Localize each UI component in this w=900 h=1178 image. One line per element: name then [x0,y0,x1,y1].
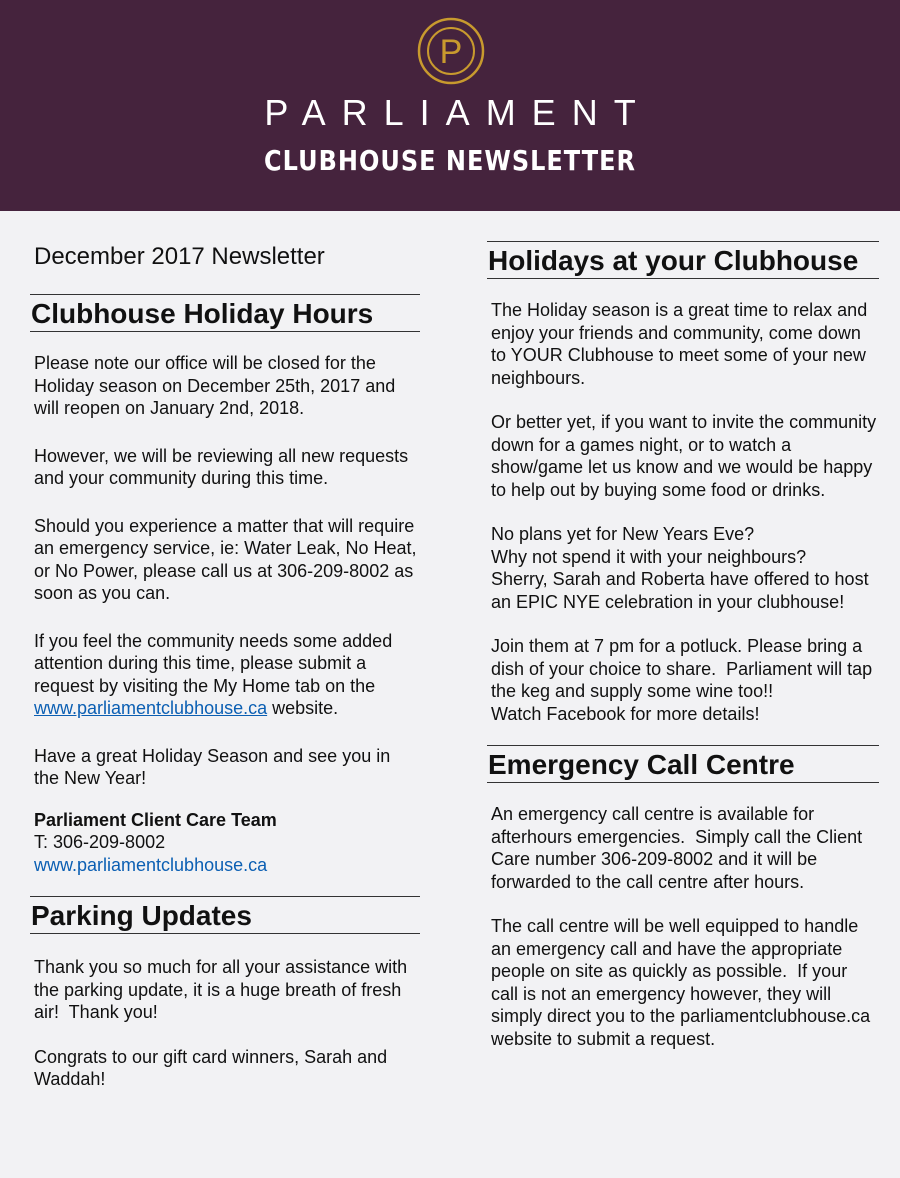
holiday-hours-paragraph-4 [34,630,418,720]
client-care-website-link[interactable]: www.parliamentclubhouse.ca [34,854,268,875]
holiday-hours-paragraph-2: However, we will be reviewing all new requests and your community during this time. [34,445,414,488]
emergency-paragraph-1: An emergency call centre is available for afterhours emergencies. Simply call the Client Care number 306-209-8002 and it will be forwarded to the call centre after hours. [491,804,868,892]
section-heading-holiday-hours: Clubhouse Holiday Hours [30,294,420,332]
header-banner [0,0,900,211]
left-column [31,211,422,1091]
brand-name: PARLIAMENT [264,92,652,133]
website-link[interactable]: www.parliamentclubhouse.ca [34,698,268,718]
section-heading-parking-updates: Parking Updates [30,896,420,934]
holiday-hours-paragraph-5: Have a great Holiday Season and see you in the New Year! [34,745,396,788]
holidays-paragraph-4: Join them at 7 pm for a potluck. Please bring a dish of your choice to share. Parliament will tap the keg and supply some wine too!! Watch Facebook for more details! [491,636,873,724]
emergency-paragraph-2: The call centre will be well equipped to handle an emergency call and have the appropriate people on site as quickly as possible. If your call is not an emergency however, they will simply direct you to the parliamentclubhouse.ca website to submit a request. [491,916,876,1049]
holidays-paragraph-1: The Holiday season is a great time to relax and enjoy your friends and community, come down to YOUR Clubhouse to meet some of your new neighbours. [491,300,873,388]
section-heading-emergency-call-centre: Emergency Call Centre [487,745,879,783]
holiday-hours-paragraph-1: Please note our office will be closed for the Holiday season on December 25th, 2017 and will reopen on January 2nd, 2018. [34,353,401,418]
client-care-phone: T: 306-209-8002 [34,832,166,852]
client-care-team-name: Parliament Client Care Team [34,809,277,830]
holidays-paragraph-3: No plans yet for New Years Eve? Why not spend it with your neighbours? Sherry, Sarah and Roberta have offered to host an EPIC NYE celebration in your clubhouse! [491,524,869,612]
parliament-logo-icon [417,17,485,85]
right-column [488,211,882,1050]
section-heading-holidays-at-clubhouse: Holidays at your Clubhouse [487,241,879,279]
paragraph-4-text-before: If you feel the community needs some added attention during this time, please submit a request by visiting the My Home tab on the [34,630,398,696]
newsletter-subtitle: CLUBHOUSE NEWSLETTER [264,144,636,178]
paragraph-4-text-after: website. [267,698,339,718]
logo-letter: P [439,33,463,71]
parking-paragraph-2: Congrats to our gift card winners, Sarah and Waddah! [34,1046,393,1089]
parking-paragraph-1: Thank you so much for all your assistance with the parking update, it is a huge breath of fresh air! Thank you! [34,957,413,1022]
newsletter-title: December 2017 Newsletter [34,243,325,270]
holidays-paragraph-2: Or better yet, if you want to invite the community down for a games night, or to watch a show/game let us know and we would be happy to help out by buying some food or drinks. [491,412,882,500]
holiday-hours-paragraph-3: Should you experience a matter that will require an emergency service, ie: Water Leak, No Heat, or No Power, please call us at 306-209-8002 as soon as you can. [34,515,422,603]
